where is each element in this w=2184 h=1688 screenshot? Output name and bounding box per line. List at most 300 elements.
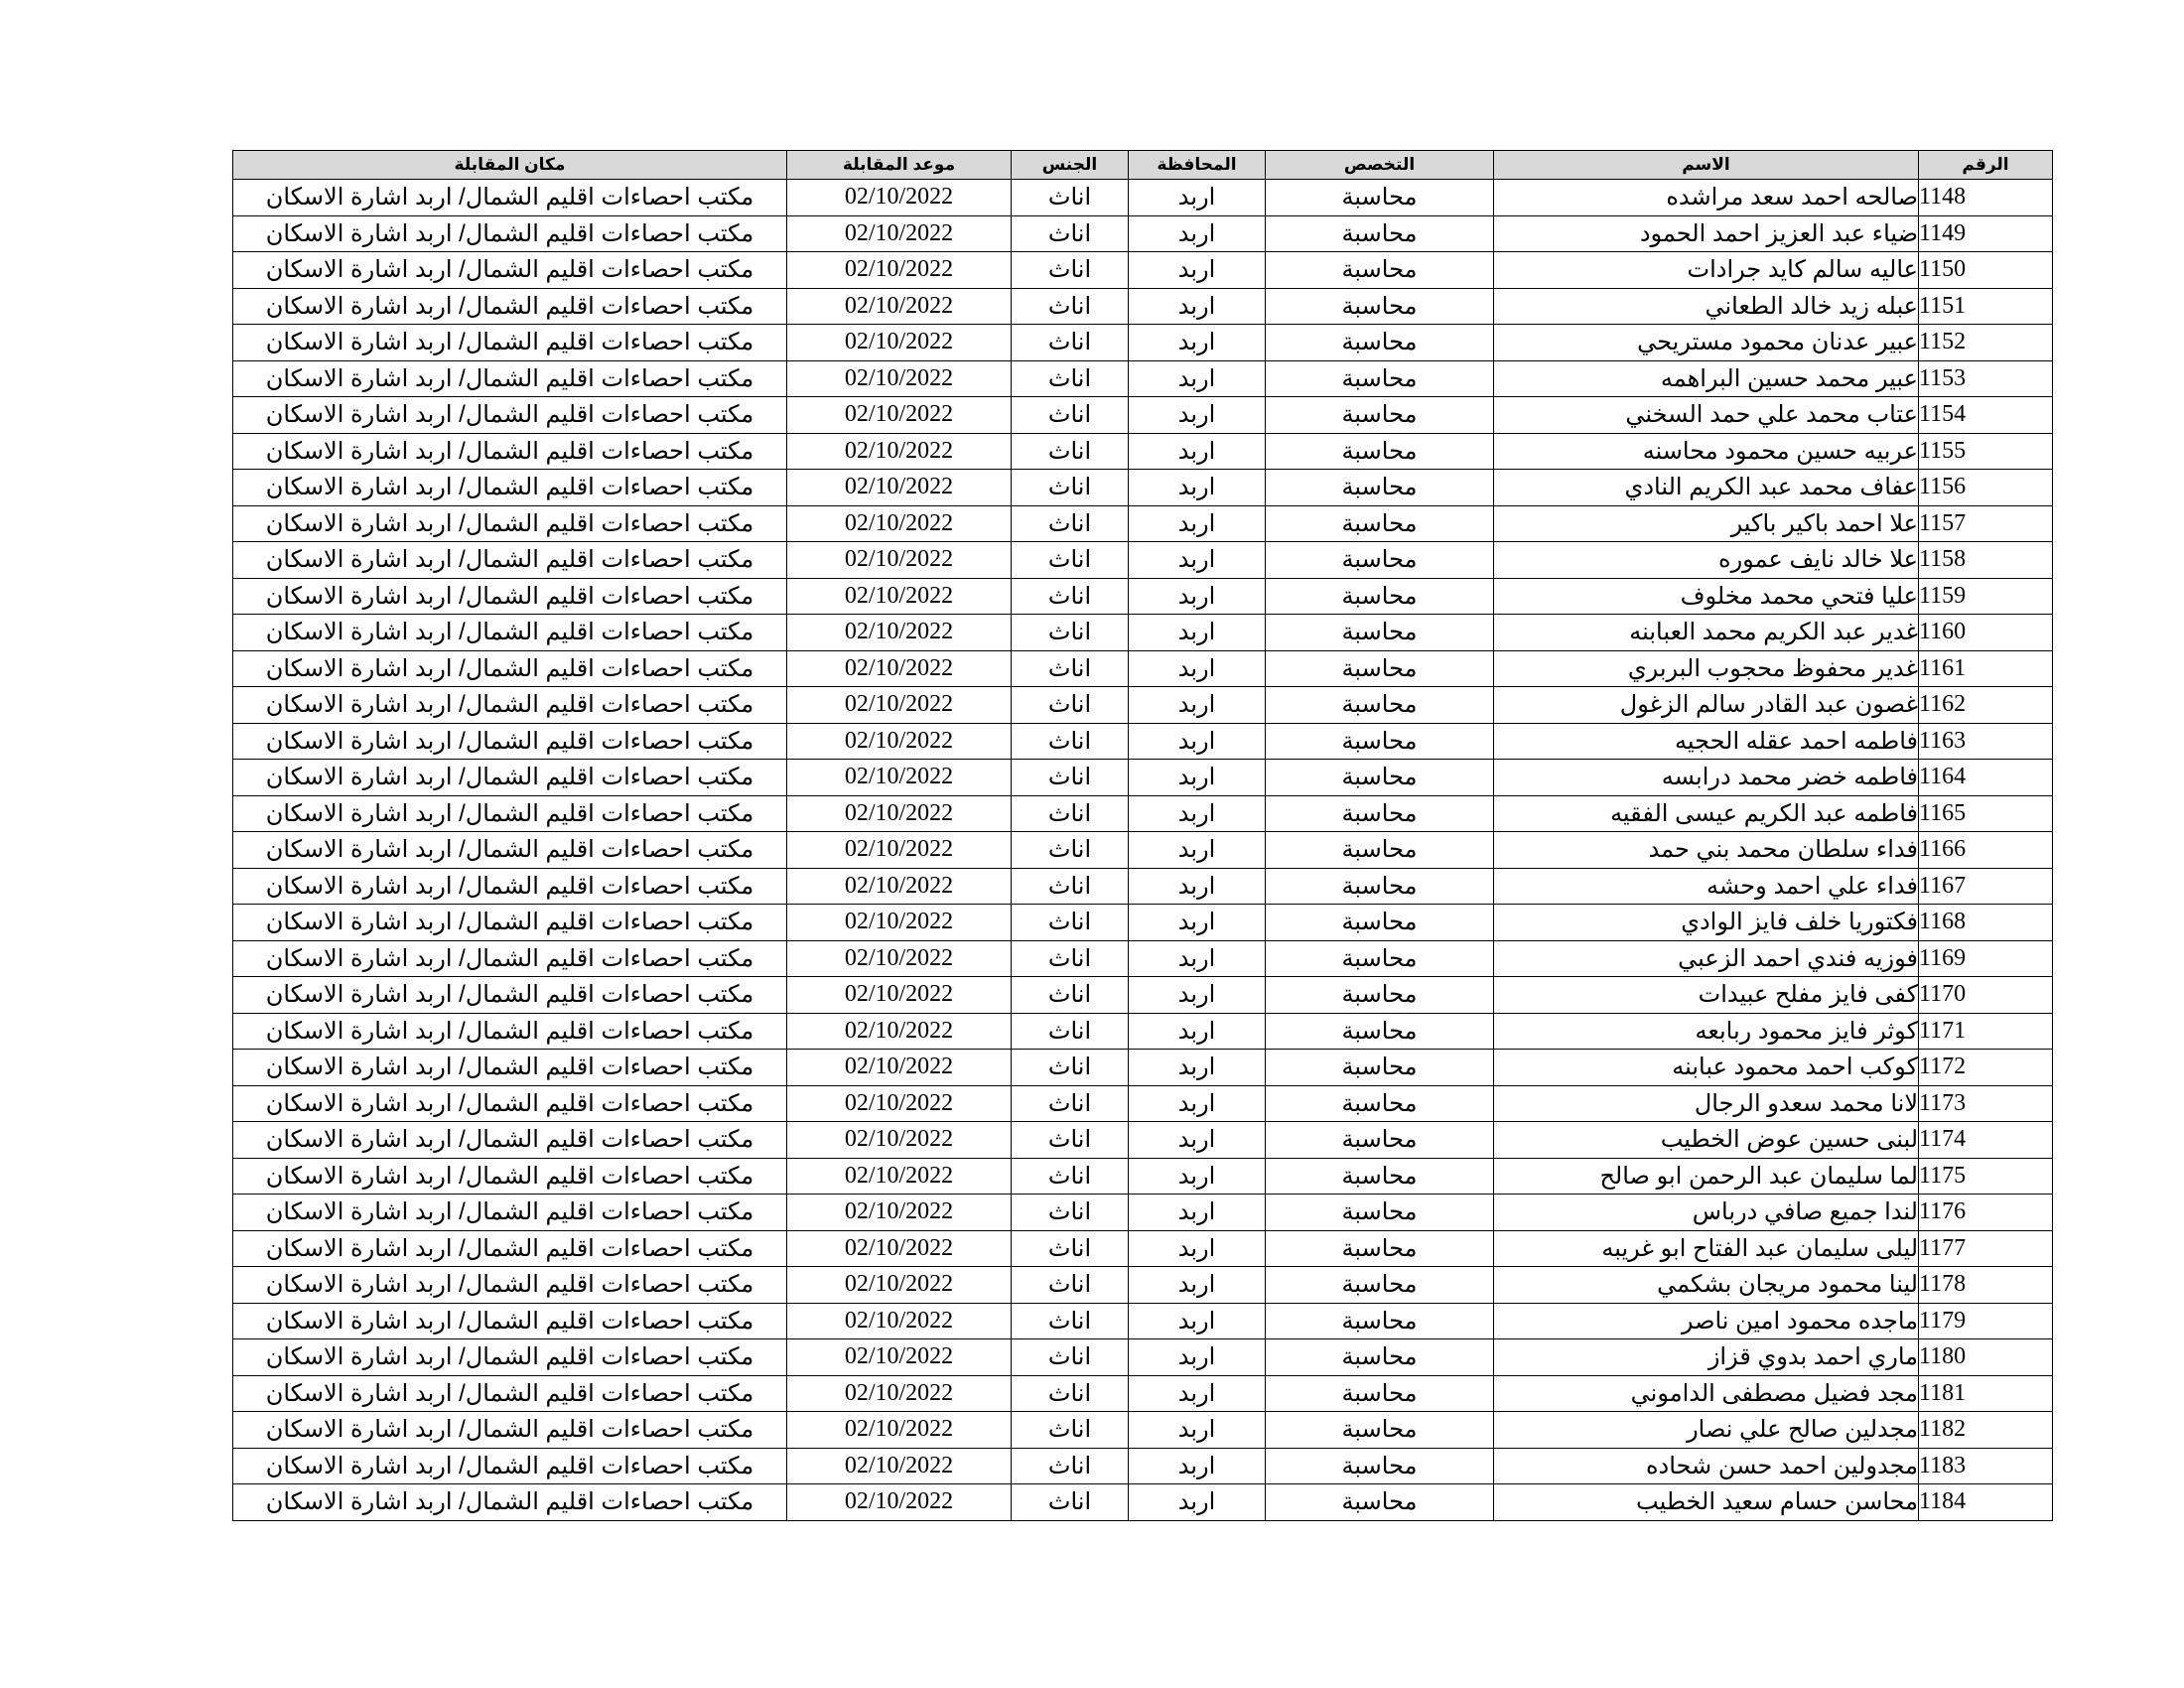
cell-number: 1155 bbox=[1919, 433, 2053, 470]
header-governorate: المحافظة bbox=[1129, 151, 1266, 180]
cell-gender: اناث bbox=[1012, 1195, 1129, 1231]
table-row bbox=[233, 1195, 2053, 1231]
cell-interview-place: مكتب احصاءات اقليم الشمال/ اربد اشارة الاسكان bbox=[233, 1375, 787, 1412]
cell-number: 1153 bbox=[1919, 360, 2053, 397]
cell-major: محاسبة bbox=[1266, 1375, 1494, 1412]
cell-number: 1171 bbox=[1919, 1013, 2053, 1050]
cell-major: محاسبة bbox=[1266, 1412, 1494, 1449]
cell-governorate: اربد bbox=[1129, 1303, 1266, 1339]
cell-interview-date: 02/10/2022 bbox=[787, 1303, 1012, 1339]
cell-number: 1184 bbox=[1919, 1484, 2053, 1521]
cell-governorate: اربد bbox=[1129, 1412, 1266, 1449]
cell-interview-date: 02/10/2022 bbox=[787, 723, 1012, 760]
table-row bbox=[233, 615, 2053, 651]
cell-interview-place: مكتب احصاءات اقليم الشمال/ اربد اشارة الاسكان bbox=[233, 615, 787, 651]
table-row bbox=[233, 578, 2053, 615]
table-row bbox=[233, 1448, 2053, 1484]
cell-interview-date: 02/10/2022 bbox=[787, 905, 1012, 941]
cell-number: 1160 bbox=[1919, 615, 2053, 651]
cell-major: محاسبة bbox=[1266, 868, 1494, 905]
cell-governorate: اربد bbox=[1129, 578, 1266, 615]
table-row bbox=[233, 505, 2053, 542]
cell-interview-place: مكتب احصاءات اقليم الشمال/ اربد اشارة الاسكان bbox=[233, 397, 787, 434]
cell-name: غصون عبد القادر سالم الزغول bbox=[1494, 687, 1919, 724]
header-name: الاسم bbox=[1494, 151, 1919, 180]
cell-number: 1156 bbox=[1919, 470, 2053, 506]
cell-name: فوزيه فندي احمد الزعبي bbox=[1494, 940, 1919, 977]
table-body bbox=[233, 180, 2053, 1521]
cell-gender: اناث bbox=[1012, 615, 1129, 651]
table-row bbox=[233, 1375, 2053, 1412]
cell-major: محاسبة bbox=[1266, 723, 1494, 760]
cell-interview-place: مكتب احصاءات اقليم الشمال/ اربد اشارة الاسكان bbox=[233, 1448, 787, 1484]
cell-interview-place: مكتب احصاءات اقليم الشمال/ اربد اشارة الاسكان bbox=[233, 433, 787, 470]
cell-interview-date: 02/10/2022 bbox=[787, 578, 1012, 615]
table-row bbox=[233, 1085, 2053, 1122]
cell-interview-date: 02/10/2022 bbox=[787, 1085, 1012, 1122]
cell-interview-date: 02/10/2022 bbox=[787, 325, 1012, 361]
cell-governorate: اربد bbox=[1129, 288, 1266, 325]
cell-major: محاسبة bbox=[1266, 1303, 1494, 1339]
cell-major: محاسبة bbox=[1266, 687, 1494, 724]
cell-governorate: اربد bbox=[1129, 360, 1266, 397]
cell-name: كوكب احمد محمود عبابنه bbox=[1494, 1050, 1919, 1086]
cell-interview-date: 02/10/2022 bbox=[787, 1122, 1012, 1159]
table-row bbox=[233, 180, 2053, 216]
cell-name: عاليه سالم كايد جرادات bbox=[1494, 252, 1919, 289]
cell-interview-place: مكتب احصاءات اقليم الشمال/ اربد اشارة الاسكان bbox=[233, 723, 787, 760]
cell-name: عتاب محمد علي حمد السخني bbox=[1494, 397, 1919, 434]
cell-gender: اناث bbox=[1012, 723, 1129, 760]
cell-major: محاسبة bbox=[1266, 1484, 1494, 1521]
cell-interview-date: 02/10/2022 bbox=[787, 470, 1012, 506]
interview-schedule-table bbox=[232, 150, 2053, 1521]
cell-interview-place: مكتب احصاءات اقليم الشمال/ اربد اشارة الاسكان bbox=[233, 1122, 787, 1159]
cell-major: محاسبة bbox=[1266, 360, 1494, 397]
cell-major: محاسبة bbox=[1266, 433, 1494, 470]
cell-name: علا خالد نايف عموره bbox=[1494, 542, 1919, 579]
cell-name: ماري احمد بدوي قزاز bbox=[1494, 1339, 1919, 1376]
cell-interview-date: 02/10/2022 bbox=[787, 1013, 1012, 1050]
cell-gender: اناث bbox=[1012, 1484, 1129, 1521]
cell-number: 1182 bbox=[1919, 1412, 2053, 1449]
cell-governorate: اربد bbox=[1129, 397, 1266, 434]
cell-governorate: اربد bbox=[1129, 905, 1266, 941]
table-row bbox=[233, 397, 2053, 434]
cell-gender: اناث bbox=[1012, 252, 1129, 289]
cell-interview-date: 02/10/2022 bbox=[787, 360, 1012, 397]
cell-gender: اناث bbox=[1012, 1085, 1129, 1122]
cell-number: 1183 bbox=[1919, 1448, 2053, 1484]
cell-major: محاسبة bbox=[1266, 1339, 1494, 1376]
cell-gender: اناث bbox=[1012, 288, 1129, 325]
cell-major: محاسبة bbox=[1266, 1050, 1494, 1086]
cell-name: لانا محمد سعدو الرجال bbox=[1494, 1085, 1919, 1122]
cell-major: محاسبة bbox=[1266, 397, 1494, 434]
cell-name: ليلى سليمان عبد الفتاح ابو غريبه bbox=[1494, 1230, 1919, 1267]
cell-governorate: اربد bbox=[1129, 1375, 1266, 1412]
cell-gender: اناث bbox=[1012, 1013, 1129, 1050]
cell-governorate: اربد bbox=[1129, 542, 1266, 579]
cell-gender: اناث bbox=[1012, 505, 1129, 542]
cell-number: 1177 bbox=[1919, 1230, 2053, 1267]
cell-governorate: اربد bbox=[1129, 1122, 1266, 1159]
cell-interview-date: 02/10/2022 bbox=[787, 1412, 1012, 1449]
cell-governorate: اربد bbox=[1129, 977, 1266, 1014]
cell-interview-date: 02/10/2022 bbox=[787, 1158, 1012, 1195]
cell-number: 1159 bbox=[1919, 578, 2053, 615]
cell-major: محاسبة bbox=[1266, 215, 1494, 252]
cell-governorate: اربد bbox=[1129, 1267, 1266, 1304]
cell-gender: اناث bbox=[1012, 1050, 1129, 1086]
cell-major: محاسبة bbox=[1266, 1230, 1494, 1267]
cell-governorate: اربد bbox=[1129, 325, 1266, 361]
cell-interview-place: مكتب احصاءات اقليم الشمال/ اربد اشارة الاسكان bbox=[233, 1013, 787, 1050]
cell-interview-place: مكتب احصاءات اقليم الشمال/ اربد اشارة الاسكان bbox=[233, 905, 787, 941]
cell-interview-date: 02/10/2022 bbox=[787, 977, 1012, 1014]
cell-number: 1172 bbox=[1919, 1050, 2053, 1086]
cell-governorate: اربد bbox=[1129, 433, 1266, 470]
table-row bbox=[233, 215, 2053, 252]
cell-major: محاسبة bbox=[1266, 325, 1494, 361]
cell-major: محاسبة bbox=[1266, 1267, 1494, 1304]
cell-interview-place: مكتب احصاءات اقليم الشمال/ اربد اشارة الاسكان bbox=[233, 1303, 787, 1339]
cell-number: 1158 bbox=[1919, 542, 2053, 579]
cell-major: محاسبة bbox=[1266, 760, 1494, 796]
cell-gender: اناث bbox=[1012, 180, 1129, 216]
cell-governorate: اربد bbox=[1129, 215, 1266, 252]
cell-interview-date: 02/10/2022 bbox=[787, 288, 1012, 325]
cell-gender: اناث bbox=[1012, 1375, 1129, 1412]
cell-major: محاسبة bbox=[1266, 615, 1494, 651]
cell-major: محاسبة bbox=[1266, 1158, 1494, 1195]
cell-gender: اناث bbox=[1012, 905, 1129, 941]
cell-gender: اناث bbox=[1012, 1448, 1129, 1484]
table-row bbox=[233, 1267, 2053, 1304]
cell-interview-date: 02/10/2022 bbox=[787, 1050, 1012, 1086]
cell-major: محاسبة bbox=[1266, 505, 1494, 542]
cell-number: 1154 bbox=[1919, 397, 2053, 434]
cell-governorate: اربد bbox=[1129, 1013, 1266, 1050]
cell-interview-date: 02/10/2022 bbox=[787, 832, 1012, 869]
table-row bbox=[233, 1339, 2053, 1376]
cell-interview-place: مكتب احصاءات اقليم الشمال/ اربد اشارة الاسكان bbox=[233, 470, 787, 506]
cell-name: عبير محمد حسين البراهمه bbox=[1494, 360, 1919, 397]
cell-number: 1152 bbox=[1919, 325, 2053, 361]
cell-number: 1149 bbox=[1919, 215, 2053, 252]
table-row bbox=[233, 940, 2053, 977]
cell-governorate: اربد bbox=[1129, 868, 1266, 905]
cell-interview-date: 02/10/2022 bbox=[787, 542, 1012, 579]
cell-name: لندا جميع صافي درباس bbox=[1494, 1195, 1919, 1231]
cell-governorate: اربد bbox=[1129, 1158, 1266, 1195]
cell-governorate: اربد bbox=[1129, 505, 1266, 542]
cell-gender: اناث bbox=[1012, 325, 1129, 361]
cell-number: 1174 bbox=[1919, 1122, 2053, 1159]
table-row bbox=[233, 760, 2053, 796]
cell-governorate: اربد bbox=[1129, 1195, 1266, 1231]
cell-interview-date: 02/10/2022 bbox=[787, 505, 1012, 542]
cell-name: عبله زيد خالد الطعاني bbox=[1494, 288, 1919, 325]
cell-interview-date: 02/10/2022 bbox=[787, 215, 1012, 252]
cell-number: 1164 bbox=[1919, 760, 2053, 796]
cell-gender: اناث bbox=[1012, 940, 1129, 977]
cell-gender: اناث bbox=[1012, 1303, 1129, 1339]
cell-major: محاسبة bbox=[1266, 288, 1494, 325]
cell-interview-place: مكتب احصاءات اقليم الشمال/ اربد اشارة الاسكان bbox=[233, 180, 787, 216]
table-row bbox=[233, 1484, 2053, 1521]
cell-name: لما سليمان عبد الرحمن ابو صالح bbox=[1494, 1158, 1919, 1195]
cell-interview-date: 02/10/2022 bbox=[787, 687, 1012, 724]
cell-number: 1148 bbox=[1919, 180, 2053, 216]
cell-governorate: اربد bbox=[1129, 252, 1266, 289]
cell-gender: اناث bbox=[1012, 397, 1129, 434]
cell-name: فداء سلطان محمد بني حمد bbox=[1494, 832, 1919, 869]
cell-gender: اناث bbox=[1012, 687, 1129, 724]
cell-name: كوثر فايز محمود ربابعه bbox=[1494, 1013, 1919, 1050]
table-row bbox=[233, 832, 2053, 869]
cell-gender: اناث bbox=[1012, 578, 1129, 615]
cell-number: 1173 bbox=[1919, 1085, 2053, 1122]
cell-interview-place: مكتب احصاءات اقليم الشمال/ اربد اشارة الاسكان bbox=[233, 1412, 787, 1449]
cell-interview-date: 02/10/2022 bbox=[787, 795, 1012, 832]
table-row bbox=[233, 470, 2053, 506]
cell-number: 1163 bbox=[1919, 723, 2053, 760]
cell-interview-place: مكتب احصاءات اقليم الشمال/ اربد اشارة الاسكان bbox=[233, 940, 787, 977]
table-row bbox=[233, 1013, 2053, 1050]
cell-governorate: اربد bbox=[1129, 1448, 1266, 1484]
cell-interview-place: مكتب احصاءات اقليم الشمال/ اربد اشارة الاسكان bbox=[233, 1267, 787, 1304]
cell-major: محاسبة bbox=[1266, 1122, 1494, 1159]
cell-major: محاسبة bbox=[1266, 650, 1494, 687]
cell-interview-place: مكتب احصاءات اقليم الشمال/ اربد اشارة الاسكان bbox=[233, 215, 787, 252]
cell-interview-place: مكتب احصاءات اقليم الشمال/ اربد اشارة الاسكان bbox=[233, 1195, 787, 1231]
table-row bbox=[233, 977, 2053, 1014]
cell-interview-date: 02/10/2022 bbox=[787, 1484, 1012, 1521]
cell-number: 1150 bbox=[1919, 252, 2053, 289]
cell-interview-place: مكتب احصاءات اقليم الشمال/ اربد اشارة الاسكان bbox=[233, 977, 787, 1014]
cell-name: فاطمه خضر محمد درابسه bbox=[1494, 760, 1919, 796]
cell-interview-place: مكتب احصاءات اقليم الشمال/ اربد اشارة الاسكان bbox=[233, 1484, 787, 1521]
cell-name: عبير عدنان محمود مستريحي bbox=[1494, 325, 1919, 361]
cell-major: محاسبة bbox=[1266, 1195, 1494, 1231]
cell-interview-place: مكتب احصاءات اقليم الشمال/ اربد اشارة الاسكان bbox=[233, 1230, 787, 1267]
cell-number: 1166 bbox=[1919, 832, 2053, 869]
cell-gender: اناث bbox=[1012, 1158, 1129, 1195]
cell-interview-date: 02/10/2022 bbox=[787, 252, 1012, 289]
cell-name: غدير عبد الكريم محمد العبابنه bbox=[1494, 615, 1919, 651]
cell-major: محاسبة bbox=[1266, 470, 1494, 506]
cell-number: 1167 bbox=[1919, 868, 2053, 905]
cell-name: مجدلين صالح علي نصار bbox=[1494, 1412, 1919, 1449]
cell-name: كفى فايز مفلح عبيدات bbox=[1494, 977, 1919, 1014]
cell-gender: اناث bbox=[1012, 1267, 1129, 1304]
cell-interview-date: 02/10/2022 bbox=[787, 1195, 1012, 1231]
cell-gender: اناث bbox=[1012, 977, 1129, 1014]
cell-interview-date: 02/10/2022 bbox=[787, 1448, 1012, 1484]
table-row bbox=[233, 325, 2053, 361]
cell-governorate: اربد bbox=[1129, 687, 1266, 724]
cell-interview-date: 02/10/2022 bbox=[787, 940, 1012, 977]
cell-interview-place: مكتب احصاءات اقليم الشمال/ اربد اشارة الاسكان bbox=[233, 760, 787, 796]
cell-number: 1168 bbox=[1919, 905, 2053, 941]
cell-name: عفاف محمد عبد الكريم النادي bbox=[1494, 470, 1919, 506]
cell-gender: اناث bbox=[1012, 832, 1129, 869]
cell-major: محاسبة bbox=[1266, 578, 1494, 615]
cell-major: محاسبة bbox=[1266, 252, 1494, 289]
cell-number: 1181 bbox=[1919, 1375, 2053, 1412]
cell-gender: اناث bbox=[1012, 1230, 1129, 1267]
table-row bbox=[233, 1230, 2053, 1267]
cell-number: 1151 bbox=[1919, 288, 2053, 325]
cell-gender: اناث bbox=[1012, 1412, 1129, 1449]
cell-governorate: اربد bbox=[1129, 650, 1266, 687]
cell-gender: اناث bbox=[1012, 760, 1129, 796]
cell-governorate: اربد bbox=[1129, 760, 1266, 796]
cell-major: محاسبة bbox=[1266, 832, 1494, 869]
cell-interview-place: مكتب احصاءات اقليم الشمال/ اربد اشارة الاسكان bbox=[233, 542, 787, 579]
cell-number: 1165 bbox=[1919, 795, 2053, 832]
cell-interview-date: 02/10/2022 bbox=[787, 433, 1012, 470]
cell-interview-date: 02/10/2022 bbox=[787, 397, 1012, 434]
cell-interview-date: 02/10/2022 bbox=[787, 868, 1012, 905]
cell-interview-place: مكتب احصاءات اقليم الشمال/ اربد اشارة الاسكان bbox=[233, 868, 787, 905]
table-row bbox=[233, 868, 2053, 905]
header-number: الرقم bbox=[1919, 151, 2053, 180]
cell-governorate: اربد bbox=[1129, 615, 1266, 651]
table-row bbox=[233, 687, 2053, 724]
cell-governorate: اربد bbox=[1129, 1339, 1266, 1376]
cell-governorate: اربد bbox=[1129, 723, 1266, 760]
header-interview-place: مكان المقابلة bbox=[233, 151, 787, 180]
cell-interview-place: مكتب احصاءات اقليم الشمال/ اربد اشارة الاسكان bbox=[233, 1085, 787, 1122]
cell-number: 1180 bbox=[1919, 1339, 2053, 1376]
cell-number: 1162 bbox=[1919, 687, 2053, 724]
cell-gender: اناث bbox=[1012, 650, 1129, 687]
cell-major: محاسبة bbox=[1266, 977, 1494, 1014]
cell-name: علا احمد باكير باكير bbox=[1494, 505, 1919, 542]
cell-major: محاسبة bbox=[1266, 1085, 1494, 1122]
table-row bbox=[233, 1303, 2053, 1339]
cell-major: محاسبة bbox=[1266, 795, 1494, 832]
cell-interview-place: مكتب احصاءات اقليم الشمال/ اربد اشارة الاسكان bbox=[233, 795, 787, 832]
cell-interview-date: 02/10/2022 bbox=[787, 760, 1012, 796]
cell-governorate: اربد bbox=[1129, 1230, 1266, 1267]
cell-interview-place: مكتب احصاءات اقليم الشمال/ اربد اشارة الاسكان bbox=[233, 360, 787, 397]
cell-interview-place: مكتب احصاءات اقليم الشمال/ اربد اشارة الاسكان bbox=[233, 288, 787, 325]
cell-interview-place: مكتب احصاءات اقليم الشمال/ اربد اشارة الاسكان bbox=[233, 1158, 787, 1195]
table-header-row bbox=[233, 151, 2053, 180]
cell-major: محاسبة bbox=[1266, 1448, 1494, 1484]
cell-gender: اناث bbox=[1012, 795, 1129, 832]
cell-interview-place: مكتب احصاءات اقليم الشمال/ اربد اشارة الاسكان bbox=[233, 252, 787, 289]
cell-gender: اناث bbox=[1012, 215, 1129, 252]
table-row bbox=[233, 795, 2053, 832]
cell-governorate: اربد bbox=[1129, 940, 1266, 977]
cell-major: محاسبة bbox=[1266, 905, 1494, 941]
cell-interview-date: 02/10/2022 bbox=[787, 1230, 1012, 1267]
table-row bbox=[233, 288, 2053, 325]
cell-interview-place: مكتب احصاءات اقليم الشمال/ اربد اشارة الاسكان bbox=[233, 505, 787, 542]
cell-governorate: اربد bbox=[1129, 1484, 1266, 1521]
cell-interview-date: 02/10/2022 bbox=[787, 650, 1012, 687]
cell-name: ماجده محمود امين ناصر bbox=[1494, 1303, 1919, 1339]
cell-major: محاسبة bbox=[1266, 940, 1494, 977]
cell-name: فكتوريا خلف فايز الوادي bbox=[1494, 905, 1919, 941]
header-major: التخصص bbox=[1266, 151, 1494, 180]
table-row bbox=[233, 1122, 2053, 1159]
cell-interview-place: مكتب احصاءات اقليم الشمال/ اربد اشارة الاسكان bbox=[233, 578, 787, 615]
header-gender: الجنس bbox=[1012, 151, 1129, 180]
cell-number: 1170 bbox=[1919, 977, 2053, 1014]
cell-governorate: اربد bbox=[1129, 1050, 1266, 1086]
cell-governorate: اربد bbox=[1129, 180, 1266, 216]
table-row bbox=[233, 1158, 2053, 1195]
cell-name: غدير محفوظ محجوب البربري bbox=[1494, 650, 1919, 687]
cell-major: محاسبة bbox=[1266, 180, 1494, 216]
cell-name: صالحه احمد سعد مراشده bbox=[1494, 180, 1919, 216]
cell-gender: اناث bbox=[1012, 1339, 1129, 1376]
cell-number: 1161 bbox=[1919, 650, 2053, 687]
cell-name: مجد فضيل مصطفى الداموني bbox=[1494, 1375, 1919, 1412]
cell-gender: اناث bbox=[1012, 433, 1129, 470]
table-row bbox=[233, 723, 2053, 760]
cell-interview-date: 02/10/2022 bbox=[787, 180, 1012, 216]
cell-name: مجدولين احمد حسن شحاده bbox=[1494, 1448, 1919, 1484]
table-row bbox=[233, 1412, 2053, 1449]
table-row bbox=[233, 542, 2053, 579]
cell-interview-place: مكتب احصاءات اقليم الشمال/ اربد اشارة الاسكان bbox=[233, 1339, 787, 1376]
cell-name: عربيه حسين محمود محاسنه bbox=[1494, 433, 1919, 470]
cell-number: 1157 bbox=[1919, 505, 2053, 542]
cell-gender: اناث bbox=[1012, 1122, 1129, 1159]
cell-name: فاطمه عبد الكريم عيسى الفقيه bbox=[1494, 795, 1919, 832]
cell-interview-place: مكتب احصاءات اقليم الشمال/ اربد اشارة الاسكان bbox=[233, 832, 787, 869]
cell-gender: اناث bbox=[1012, 868, 1129, 905]
cell-interview-place: مكتب احصاءات اقليم الشمال/ اربد اشارة الاسكان bbox=[233, 650, 787, 687]
cell-gender: اناث bbox=[1012, 360, 1129, 397]
cell-number: 1176 bbox=[1919, 1195, 2053, 1231]
cell-gender: اناث bbox=[1012, 470, 1129, 506]
table-row bbox=[233, 433, 2053, 470]
cell-name: فاطمه احمد عقله الحجيه bbox=[1494, 723, 1919, 760]
cell-interview-place: مكتب احصاءات اقليم الشمال/ اربد اشارة الاسكان bbox=[233, 1050, 787, 1086]
cell-interview-date: 02/10/2022 bbox=[787, 615, 1012, 651]
cell-name: ضياء عبد العزيز احمد الحمود bbox=[1494, 215, 1919, 252]
cell-major: محاسبة bbox=[1266, 542, 1494, 579]
cell-name: لينا محمود مريجان بشكمي bbox=[1494, 1267, 1919, 1304]
cell-interview-date: 02/10/2022 bbox=[787, 1267, 1012, 1304]
cell-interview-date: 02/10/2022 bbox=[787, 1375, 1012, 1412]
cell-number: 1178 bbox=[1919, 1267, 2053, 1304]
cell-governorate: اربد bbox=[1129, 470, 1266, 506]
cell-name: محاسن حسام سعيد الخطيب bbox=[1494, 1484, 1919, 1521]
header-interview-date: موعد المقابلة bbox=[787, 151, 1012, 180]
cell-governorate: اربد bbox=[1129, 1085, 1266, 1122]
cell-number: 1169 bbox=[1919, 940, 2053, 977]
cell-interview-place: مكتب احصاءات اقليم الشمال/ اربد اشارة الاسكان bbox=[233, 325, 787, 361]
table-row bbox=[233, 650, 2053, 687]
cell-name: فداء علي احمد وحشه bbox=[1494, 868, 1919, 905]
cell-governorate: اربد bbox=[1129, 832, 1266, 869]
cell-name: عليا فتحي محمد مخلوف bbox=[1494, 578, 1919, 615]
table-row bbox=[233, 905, 2053, 941]
table-row bbox=[233, 1050, 2053, 1086]
cell-interview-place: مكتب احصاءات اقليم الشمال/ اربد اشارة الاسكان bbox=[233, 687, 787, 724]
cell-name: لبنى حسين عوض الخطيب bbox=[1494, 1122, 1919, 1159]
cell-major: محاسبة bbox=[1266, 1013, 1494, 1050]
cell-number: 1175 bbox=[1919, 1158, 2053, 1195]
